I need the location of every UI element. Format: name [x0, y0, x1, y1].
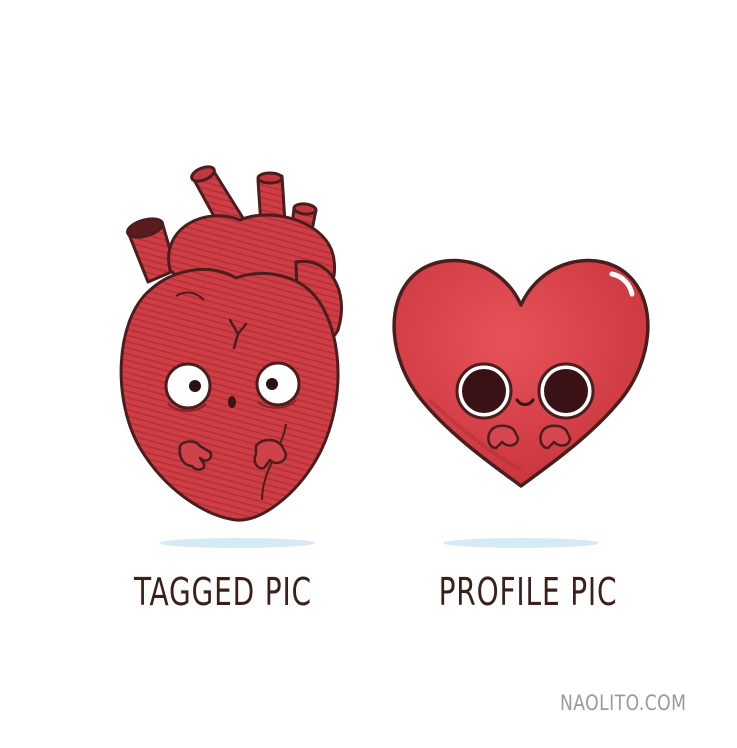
worried-mouth — [228, 396, 236, 408]
anatomical-heart-shadow — [159, 538, 315, 548]
cute-heart — [394, 260, 648, 548]
ventricle-body — [121, 269, 338, 520]
anatomical-heart — [121, 164, 341, 548]
tagged-pic-caption: TAGGED PIC — [134, 570, 312, 614]
profile-pic-caption: PROFILE PIC — [438, 570, 618, 614]
cute-heart-shadow — [443, 538, 599, 548]
watermark: NAOLITO.COM — [560, 691, 687, 715]
heart-shape — [394, 260, 648, 486]
